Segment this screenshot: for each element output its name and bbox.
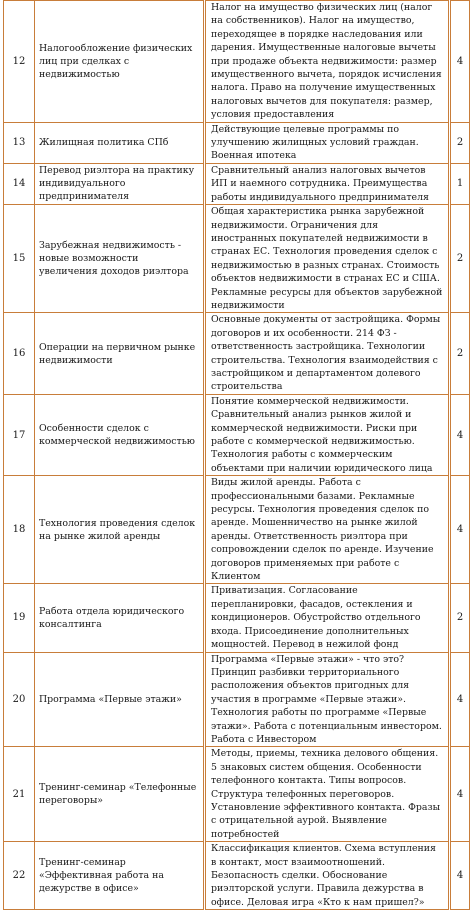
row-topic: Жилищная политика СПб [35, 122, 205, 163]
row-content: Методы, приемы, техника делового общения. 5 знаковых систем общения. Особенности телефонного контакта. Типы вопросов. Структура телефонных переговоров. Установление эффективного контакта. Фразы с отрицательной аурой. Выявление потребностей [205, 747, 450, 842]
row-number: 20 [4, 652, 35, 747]
row-topic: Перевод риэлтора на практику индивидуального предпринимателя [35, 163, 205, 204]
row-topic: Зарубежная недвижимость - новые возможности увеличения доходов риэлтора [35, 205, 205, 313]
row-number: 13 [4, 122, 35, 163]
table-row [4, 476, 470, 584]
row-hours: 4 [450, 747, 470, 842]
row-number: 19 [4, 584, 35, 652]
row-topic: Технология проведения сделок на рынке жилой аренды [35, 476, 205, 584]
row-hours: 2 [450, 584, 470, 652]
row-topic: Тренинг-семинар «Телефонные переговоры» [35, 747, 205, 842]
row-hours: 2 [450, 122, 470, 163]
row-content: Программа «Первые этажи» - что это? Принцип разбивки территориального расположения объектов пригодных для участия в программе «Первые этажи». Технология работы по программе «Первые этажи». Работа с потенциальным инвестором. Работа с Инвестором [205, 652, 450, 747]
row-number: 17 [4, 394, 35, 475]
row-hours: 2 [450, 205, 470, 313]
row-number: 21 [4, 747, 35, 842]
table-row [4, 652, 470, 747]
row-number: 15 [4, 205, 35, 313]
row-hours: 4 [450, 394, 470, 475]
row-content: Основные документы от застройщика. Формы договоров и их особенности. 214 ФЗ - ответственность застройщика. Технологии строительства. Технология взаимодействия с застройщиком и департаментом долевого строительства [205, 313, 450, 394]
table-row [4, 1, 470, 123]
table-row [4, 394, 470, 475]
row-content: Действующие целевые программы по улучшению жилищных условий граждан. Военная ипотека [205, 122, 450, 163]
table-row [4, 747, 470, 842]
row-topic: Особенности сделок с коммерческой недвижимостью [35, 394, 205, 475]
row-hours: 4 [450, 476, 470, 584]
row-content: Общая характеристика рынка зарубежной недвижимости. Ограничения для иностранных покупателей недвижимости в странах ЕС. Технология проведения сделок с недвижимостью в разных странах. Стоимость объектов недвижимости в странах ЕС и США. Рекламные ресурсы для объектов зарубежной недвижимости [205, 205, 450, 313]
row-number: 14 [4, 163, 35, 204]
table-row [4, 122, 470, 163]
table-row [4, 163, 470, 204]
row-topic: Операции на первичном рынке недвижимости [35, 313, 205, 394]
curriculum-table [3, 0, 470, 910]
table-body [4, 1, 470, 910]
row-topic: Налогообложение физических лиц при сделках с недвижимостью [35, 1, 205, 123]
row-number: 18 [4, 476, 35, 584]
row-hours: 2 [450, 313, 470, 394]
table-row [4, 584, 470, 652]
row-content: Виды жилой аренды. Работа с профессиональными базами. Рекламные ресурсы. Технология проведения сделок по аренде. Мошенничество на рынке жилой аренды. Ответственность риэлтора при сопровождении сделок по аренде. Изучение договоров применяемых при работе с Клиентом [205, 476, 450, 584]
row-content: Сравнительный анализ налоговых вычетов ИП и наемного сотрудника. Преимущества работы индивидуального предпринимателя [205, 163, 450, 204]
row-hours: 4 [450, 652, 470, 747]
row-number: 12 [4, 1, 35, 123]
row-topic: Тренинг-семинар «Эффективная работа на дежурстве в офисе» [35, 842, 205, 910]
row-topic: Работа отдела юридического консалтинга [35, 584, 205, 652]
table-row [4, 205, 470, 313]
table-row [4, 842, 470, 910]
row-number: 16 [4, 313, 35, 394]
row-content: Понятие коммерческой недвижимости. Сравнительный анализ рынков жилой и коммерческой недвижимости. Риски при работе с коммерческой недвижимостью. Технология работы с коммерческим объектами при наличии юридического лица [205, 394, 450, 475]
row-content: Классификация клиентов. Схема вступления в контакт, мост взаимоотношений. Безопасность сделки. Обоснование риэлторской услуги. Правила дежурства в офисе. Деловая игра «Кто к нам пришел?» [205, 842, 450, 910]
row-hours: 1 [450, 163, 470, 204]
table-row [4, 313, 470, 394]
row-content: Приватизация. Согласование перепланировки, фасадов, остекления и кондиционеров. Обустройство отдельного входа. Присоединение дополнительных мощностей. Перевод в нежилой фонд [205, 584, 450, 652]
row-topic: Программа «Первые этажи» [35, 652, 205, 747]
row-number: 22 [4, 842, 35, 910]
row-hours: 4 [450, 1, 470, 123]
row-content: Налог на имущество физических лиц (налог на собственников). Налог на имущество, переходящее в порядке наследования или дарения. Имущественные налоговые вычеты при продаже объекта недвижимости: размер имущественного вычета, порядок исчисления налога. Право на получение имущественных налоговых вычетов для покупателя: размер, условия предоставления [205, 1, 450, 123]
row-hours: 4 [450, 842, 470, 910]
